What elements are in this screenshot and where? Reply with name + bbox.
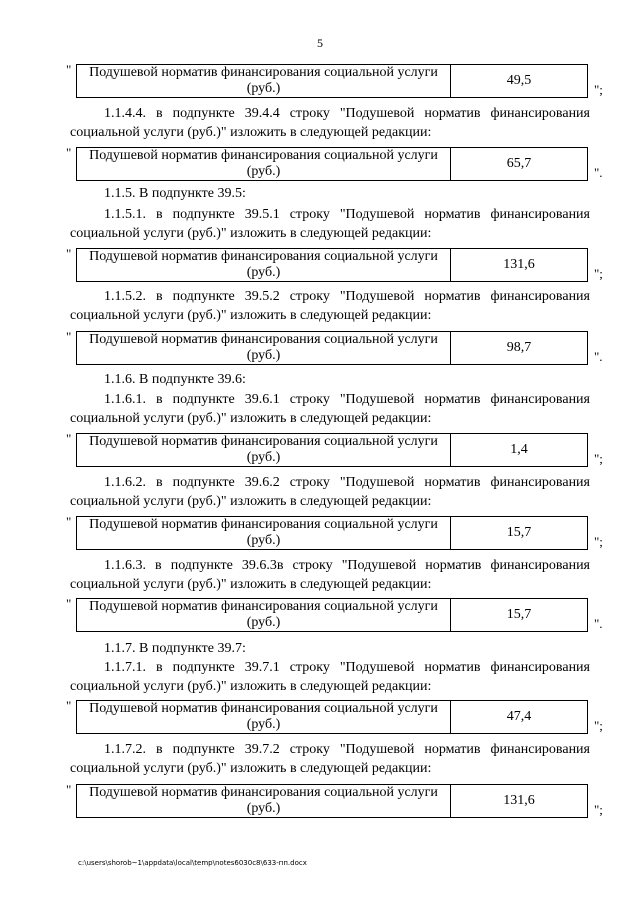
footer-file-path: c:\users\shorob~1\appdata\local\temp\notes6030c8\633-пп.docx <box>78 859 307 867</box>
row-value: 15,7 <box>506 607 532 622</box>
quote-close-mark: "; <box>594 534 603 549</box>
quote-open-mark: " <box>66 431 72 446</box>
table-row <box>76 433 588 467</box>
table-row <box>76 700 588 734</box>
table-row <box>76 516 588 550</box>
quote-open-mark: " <box>66 145 72 160</box>
paragraph-line: социальной услуги (руб.)" изложить в следующей редакции: <box>70 308 432 323</box>
table-row <box>76 64 588 98</box>
row-label: Подушевой норматив финансирования социальной услуги (руб.) <box>77 148 451 180</box>
amendment-paragraph <box>70 658 590 696</box>
table-row <box>76 147 588 181</box>
paragraph-line: социальной услуги (руб.)" изложить в следующей редакции: <box>70 125 432 140</box>
quote-close-mark: "; <box>594 266 603 281</box>
row-label: Подушевой норматив финансирования социальной услуги (руб.) <box>77 785 451 817</box>
row-value: 47,4 <box>506 709 532 724</box>
subsection-heading: 1.1.7. В подпункте 39.7: <box>104 641 246 656</box>
row-value: 65,7 <box>506 156 532 171</box>
row-value: 1,4 <box>510 442 528 457</box>
quote-close-mark: ". <box>594 165 603 180</box>
row-label: Подушевой норматив финансирования социальной услуги (руб.) <box>77 599 451 631</box>
quote-close-mark: "; <box>594 451 603 466</box>
amendment-paragraph <box>70 390 590 428</box>
row-value: 131,6 <box>503 257 535 272</box>
row-label: Подушевой норматив финансирования социальной услуги (руб.) <box>77 65 451 97</box>
row-label: Подушевой норматив финансирования социальной услуги (руб.) <box>77 701 451 733</box>
row-value: 15,7 <box>506 525 532 540</box>
page-number: 5 <box>317 36 323 50</box>
amendment-paragraph <box>70 287 590 325</box>
paragraph-line: социальной услуги (руб.)" изложить в следующей редакции: <box>70 494 432 509</box>
row-label: Подушевой норматив финансирования социальной услуги (руб.) <box>77 434 451 466</box>
quote-open-mark: " <box>66 329 72 344</box>
paragraph-line: 1.1.6.3. в подпункте 39.6.3в строку "Подушевой норматив финансирования <box>104 558 590 573</box>
row-value: 98,7 <box>506 340 532 355</box>
table-row <box>76 248 588 282</box>
quote-open-mark: " <box>66 698 72 713</box>
row-value: 49,5 <box>506 73 532 88</box>
paragraph-line: 1.1.7.1. в подпункте 39.7.1 строку "Подушевой норматив финансирования <box>104 660 590 675</box>
amendment-paragraph <box>70 473 590 511</box>
row-label: Подушевой норматив финансирования социальной услуги (руб.) <box>77 332 451 364</box>
paragraph-line: 1.1.7.2. в подпункте 39.7.2 строку "Подушевой норматив финансирования <box>104 742 590 757</box>
table-row <box>76 598 588 632</box>
amendment-paragraph <box>70 740 590 778</box>
amendment-paragraph <box>70 205 590 243</box>
row-value: 131,6 <box>503 793 535 808</box>
table-row <box>76 331 588 365</box>
quote-open-mark: " <box>66 782 72 797</box>
quote-close-mark: "; <box>594 718 603 733</box>
subsection-heading: 1.1.6. В подпункте 39.6: <box>104 372 246 387</box>
paragraph-line: социальной услуги (руб.)" изложить в следующей редакции: <box>70 679 432 694</box>
quote-open-mark: " <box>66 514 72 529</box>
row-label: Подушевой норматив финансирования социальной услуги (руб.) <box>77 249 451 281</box>
paragraph-line: 1.1.6.1. в подпункте 39.6.1 строку "Подушевой норматив финансирования <box>104 392 590 407</box>
quote-open-mark: " <box>66 596 72 611</box>
row-label: Подушевой норматив финансирования социальной услуги (руб.) <box>77 517 451 549</box>
paragraph-line: социальной услуги (руб.)" изложить в следующей редакции: <box>70 226 432 241</box>
quote-close-mark: "; <box>594 82 603 97</box>
amendment-paragraph <box>70 104 590 142</box>
quote-close-mark: ". <box>594 349 603 364</box>
paragraph-line: социальной услуги (руб.)" изложить в следующей редакции: <box>70 577 432 592</box>
paragraph-line: 1.1.5.2. в подпункте 39.5.2 строку "Подушевой норматив финансирования <box>104 289 590 304</box>
quote-close-mark: ". <box>594 616 603 631</box>
quote-close-mark: "; <box>594 802 603 817</box>
table-row <box>76 784 588 818</box>
quote-open-mark: " <box>66 62 72 77</box>
paragraph-line: 1.1.5.1. в подпункте 39.5.1 строку "Подушевой норматив финансирования <box>104 207 590 222</box>
subsection-heading: 1.1.5. В подпункте 39.5: <box>104 186 246 201</box>
quote-open-mark: " <box>66 246 72 261</box>
paragraph-line: социальной услуги (руб.)" изложить в следующей редакции: <box>70 761 432 776</box>
paragraph-line: 1.1.4.4. в подпункте 39.4.4 строку "Подушевой норматив финансирования <box>104 106 590 121</box>
paragraph-line: 1.1.6.2. в подпункте 39.6.2 строку "Подушевой норматив финансирования <box>104 475 590 490</box>
paragraph-line: социальной услуги (руб.)" изложить в следующей редакции: <box>70 411 432 426</box>
amendment-paragraph <box>70 556 590 594</box>
